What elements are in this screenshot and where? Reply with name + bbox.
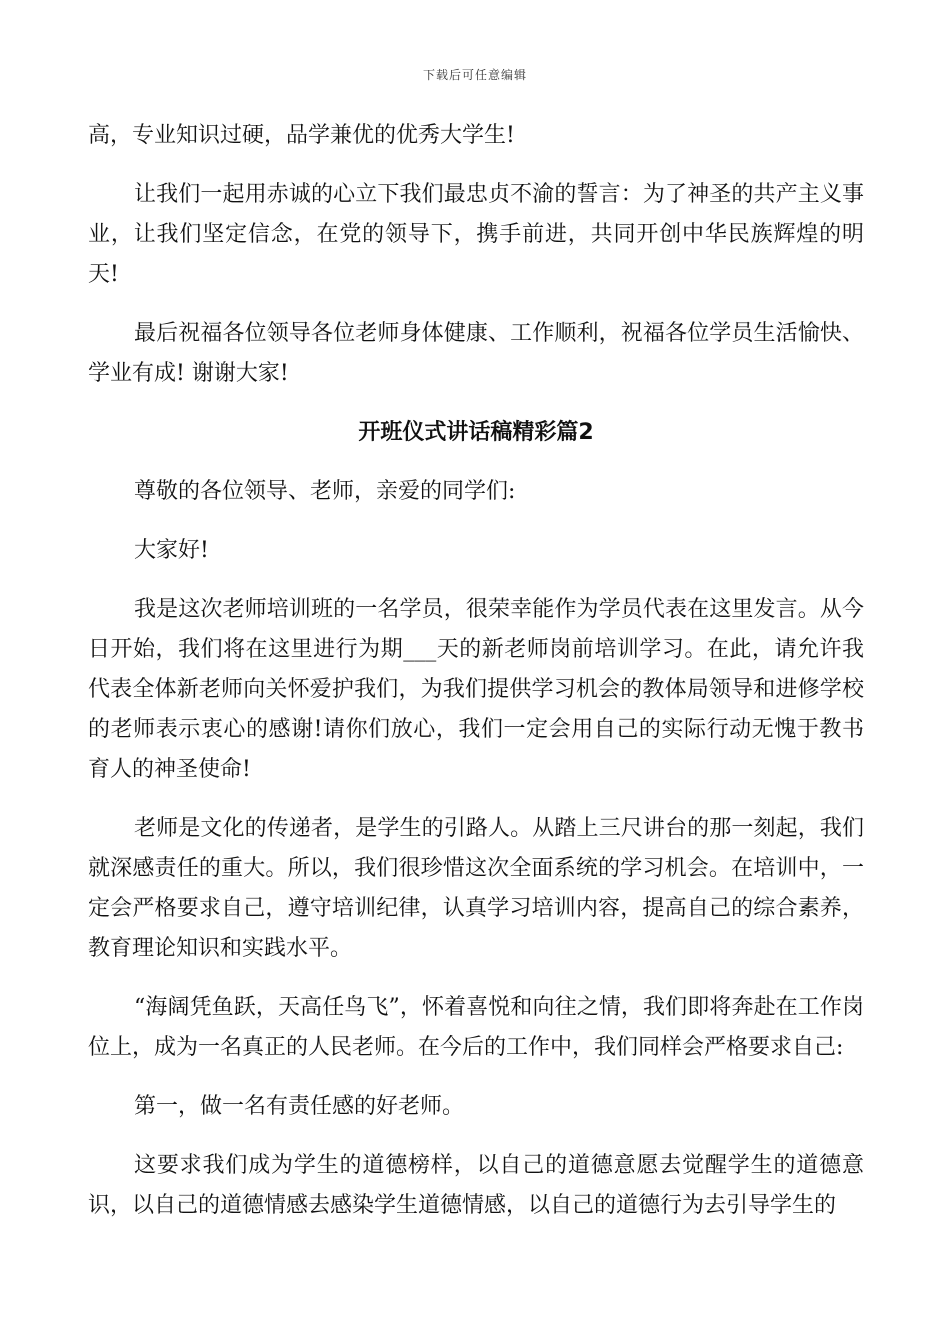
paragraph-moral-example: 这要求我们成为学生的道德榜样，以自己的道德意愿去觉醒学生的道德意识，以自己的道德情感去感染学生道德情感，以自己的道德行为去引导学生的 — [88, 1153, 864, 1218]
paragraph-continuation: 高，专业知识过硬，品学兼优的优秀大学生! — [88, 123, 515, 148]
paragraph-pledge: 让我们一起用赤诚的心立下我们最忠贞不渝的誓言：为了神圣的共产主义事业，让我们坚定信念，在党的领导下，携手前进，共同开创中华民族辉煌的明天! — [88, 182, 864, 287]
document-body — [88, 116, 864, 1245]
page-header: 下载后可任意编辑 — [422, 68, 527, 82]
paragraph-point-one: 第一，做一名有责任感的好老师。 — [134, 1094, 465, 1119]
paragraph-salutation: 尊敬的各位领导、老师，亲爱的同学们: — [134, 479, 516, 504]
paragraph-responsibility: 老师是文化的传递者，是学生的引路人。从踏上三尺讲台的那一刻起，我们就深感责任的重大。所以，我们很珍惜这次全面系统的学习机会。在培训中，一定会严格要求自己，遵守培训纪律，认真学习培训内容，提高自己的综合素养，教育理论知识和实践水平。 — [88, 816, 864, 961]
paragraph-aspiration: “海阔凭鱼跃，天高任鸟飞”，怀着喜悦和向往之情，我们即将奔赴在工作岗位上，成为一名真正的人民老师。在今后的工作中，我们同样会严格要求自己: — [88, 995, 864, 1060]
paragraph-greeting: 大家好! — [134, 538, 209, 563]
section-title: 开班仪式讲话稿精彩篇2 — [358, 420, 594, 445]
paragraph-introduction: 我是这次老师培训班的一名学员，很荣幸能作为学员代表在这里发言。从今日开始，我们将在这里进行为期___天的新老师岗前培训学习。在此，请允许我代表全体新老师向关怀爱护我们，为我们提供学习机会的教体局领导和进修学校的老师表示衷心的感谢!请你们放心，我们一定会用自己的实际行动无愧于教书育人的神圣使命! — [88, 597, 864, 782]
paragraph-closing: 最后祝福各位领导各位老师身体健康、工作顺利，祝福各位学员生活愉快、学业有成! 谢谢大家! — [88, 321, 864, 386]
